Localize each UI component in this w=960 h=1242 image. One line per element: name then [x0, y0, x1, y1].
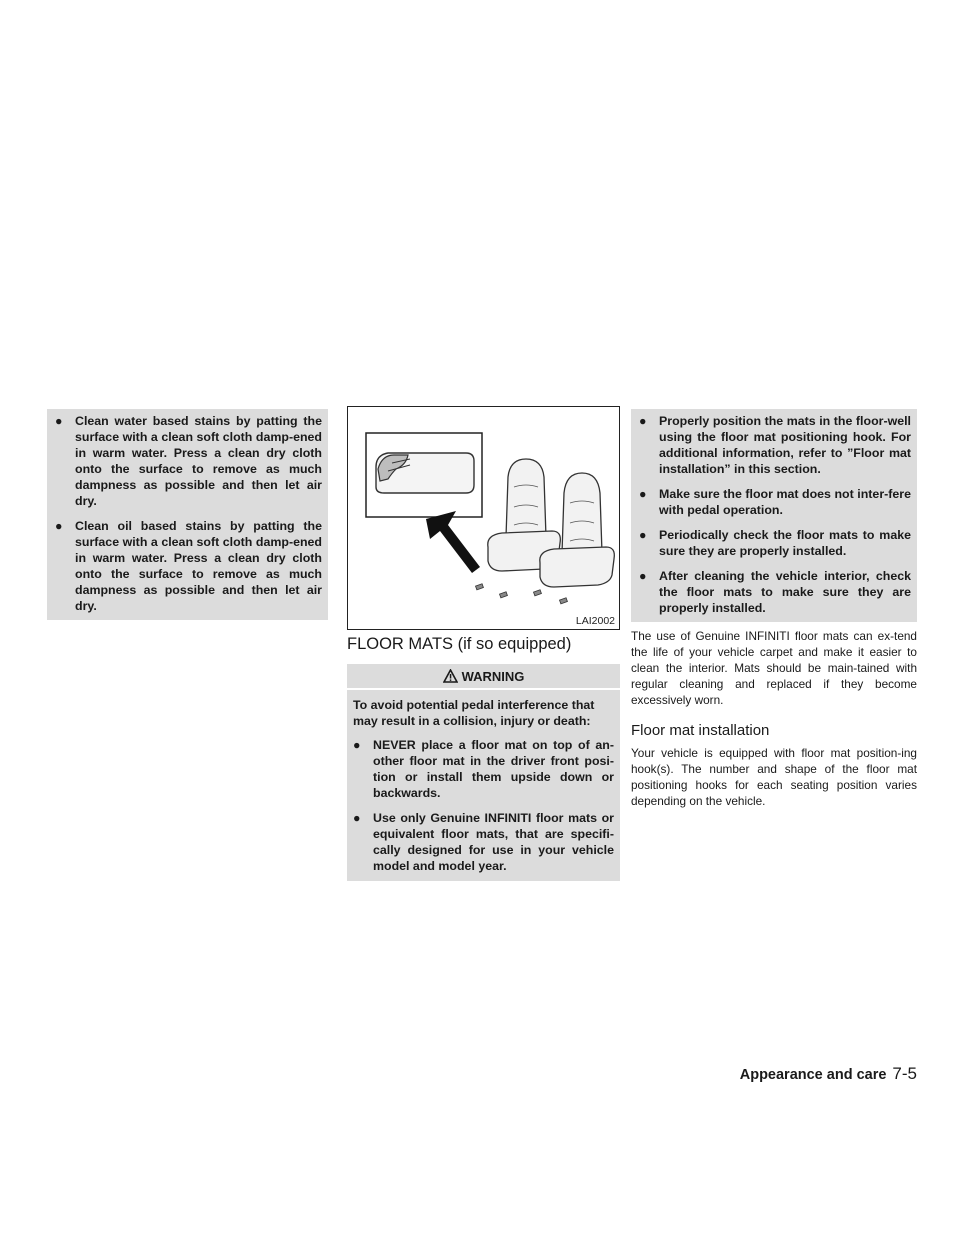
cleaning-bullet-list: [55, 413, 322, 614]
floor-mat-figure: [347, 406, 620, 630]
page-footer: [740, 1064, 917, 1084]
warning-box: [347, 664, 620, 881]
list-item: ● After cleaning the vehicle interior, check the floor mats to make sure they are properly installed.: [639, 569, 911, 615]
section-title: FLOOR MATS (if so equipped): [347, 635, 572, 653]
page-number: 7-5: [892, 1064, 917, 1083]
bullet-icon: ●: [55, 414, 63, 428]
mat-position-box: [631, 409, 917, 622]
warning-body: [347, 690, 620, 881]
bullet-icon: ●: [353, 738, 361, 752]
mat-position-bullet-list: [639, 413, 911, 616]
list-item: ● NEVER place a floor mat on top of an-other floor mat in the driver front posi-tion or install them upside down or backwards.: [353, 738, 614, 800]
list-item: ● Properly position the mats in the floor-well using the floor mat positioning hook. For additional information, refer to ”Floor mat installation” in this section.: [639, 414, 911, 476]
list-item: ● Make sure the floor mat does not inter-fere with pedal operation.: [639, 487, 911, 517]
warning-title: WARNING: [461, 668, 525, 684]
bullet-icon: ●: [639, 414, 647, 428]
warning-header: [347, 664, 620, 690]
bullet-icon: ●: [353, 811, 361, 825]
list-item: ● Clean oil based stains by patting the surface with a clean soft cloth damp-ened in warm water. Press a clean dry cloth onto the surface to remove as much dampness as possible and then let air dry.: [55, 519, 322, 613]
list-item: ● Clean water based stains by patting the surface with a clean soft cloth damp-ened in warm water. Press a clean dry cloth onto the surface to remove as much dampness as possible and then let air dry.: [55, 414, 322, 508]
bullet-icon: ●: [55, 519, 63, 533]
figure-label: LAI2002: [575, 615, 615, 627]
floor-mat-illustration: [348, 407, 619, 629]
warning-icon: [443, 669, 458, 683]
floor-mat-paragraph: The use of Genuine INFINITI floor mats can ex-tend the life of your vehicle carpet and make it easier to clean the interior. Mats should be main-tained with regular cleaning and replaced if they become excessively worn.: [631, 629, 917, 707]
list-item: ● Use only Genuine INFINITI floor mats or equivalent floor mats, that are specifi-cally designed for use in your vehicle model and model year.: [353, 811, 614, 873]
warning-bullet-list: [353, 737, 614, 874]
bullet-icon: ●: [639, 569, 647, 583]
subheading: Floor mat installation: [631, 722, 770, 739]
footer-section-name: Appearance and care: [739, 1067, 887, 1083]
warning-intro: To avoid potential pedal interference that may result in a collision, injury or death:: [353, 698, 595, 728]
installation-paragraph: Your vehicle is equipped with floor mat position-ing hook(s). The number and shape of the floor mat positioning hooks for each seating position varies depending on the vehicle.: [631, 746, 917, 808]
list-item: ● Periodically check the floor mats to make sure they are properly installed.: [639, 528, 911, 558]
cleaning-notes-box: [47, 409, 328, 620]
bullet-icon: ●: [639, 528, 647, 542]
bullet-icon: ●: [639, 487, 647, 501]
floor-mat-info-column: [631, 409, 917, 809]
